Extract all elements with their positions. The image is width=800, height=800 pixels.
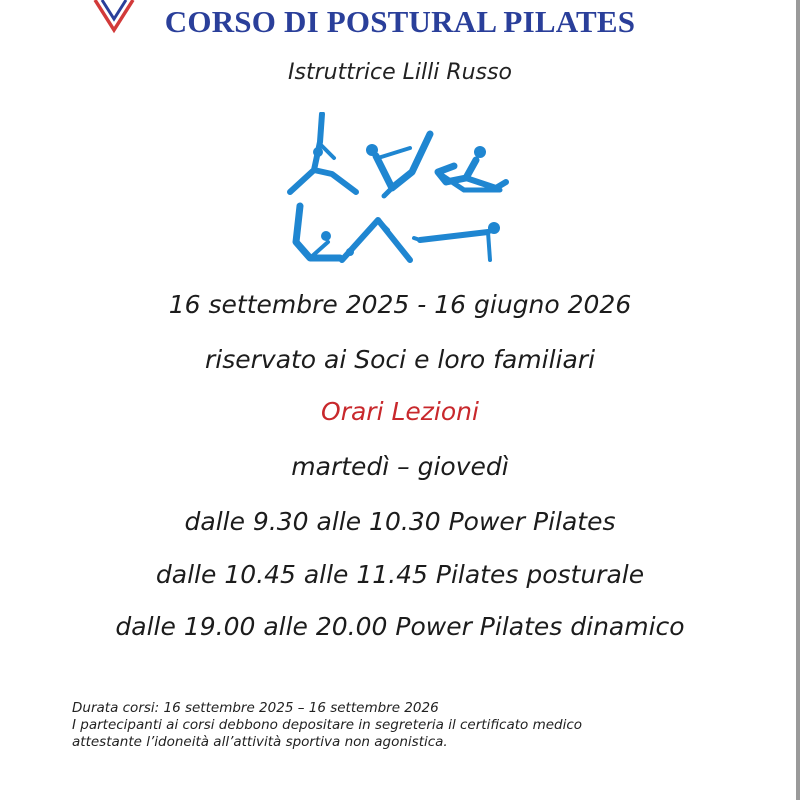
figure-v-sit [366, 134, 430, 196]
session-item: dalle 10.45 alle 11.45 Pilates posturale [155, 560, 645, 589]
schedule-heading: Orari Lezioni [321, 397, 479, 426]
figure-sitting-twist [296, 206, 340, 258]
figure-plank [414, 222, 500, 260]
schedule-days: martedì – giovedì [291, 452, 509, 481]
note-certificate-cont: attestante l’idoneità all’attività sportiva non agonistica. [72, 734, 448, 750]
course-dates: 16 settembre 2025 - 16 giugno 2026 [168, 290, 632, 319]
session-item: dalle 19.00 alle 20.00 Power Pilates dinamico [115, 612, 685, 641]
audience-text: riservato ai Soci e loro familiari [204, 345, 596, 374]
note-certificate: I partecipanti ai corsi debbono depositare in segreteria il certificato medico [72, 717, 583, 733]
pilates-figures-icon [280, 112, 512, 270]
figure-kneeling-bend [438, 146, 506, 190]
figure-standing-leg-raise [290, 114, 356, 192]
figure-downward-dog [342, 220, 410, 260]
footer-notes [72, 700, 752, 751]
session-item: dalle 9.30 alle 10.30 Power Pilates [184, 507, 616, 536]
page-title: CORSO DI POSTURAL PILATES [164, 4, 636, 39]
note-duration: Durata corsi: 16 settembre 2025 – 16 settembre 2026 [72, 700, 439, 716]
instructor-name: Istruttrice Lilli Russo [288, 60, 512, 85]
